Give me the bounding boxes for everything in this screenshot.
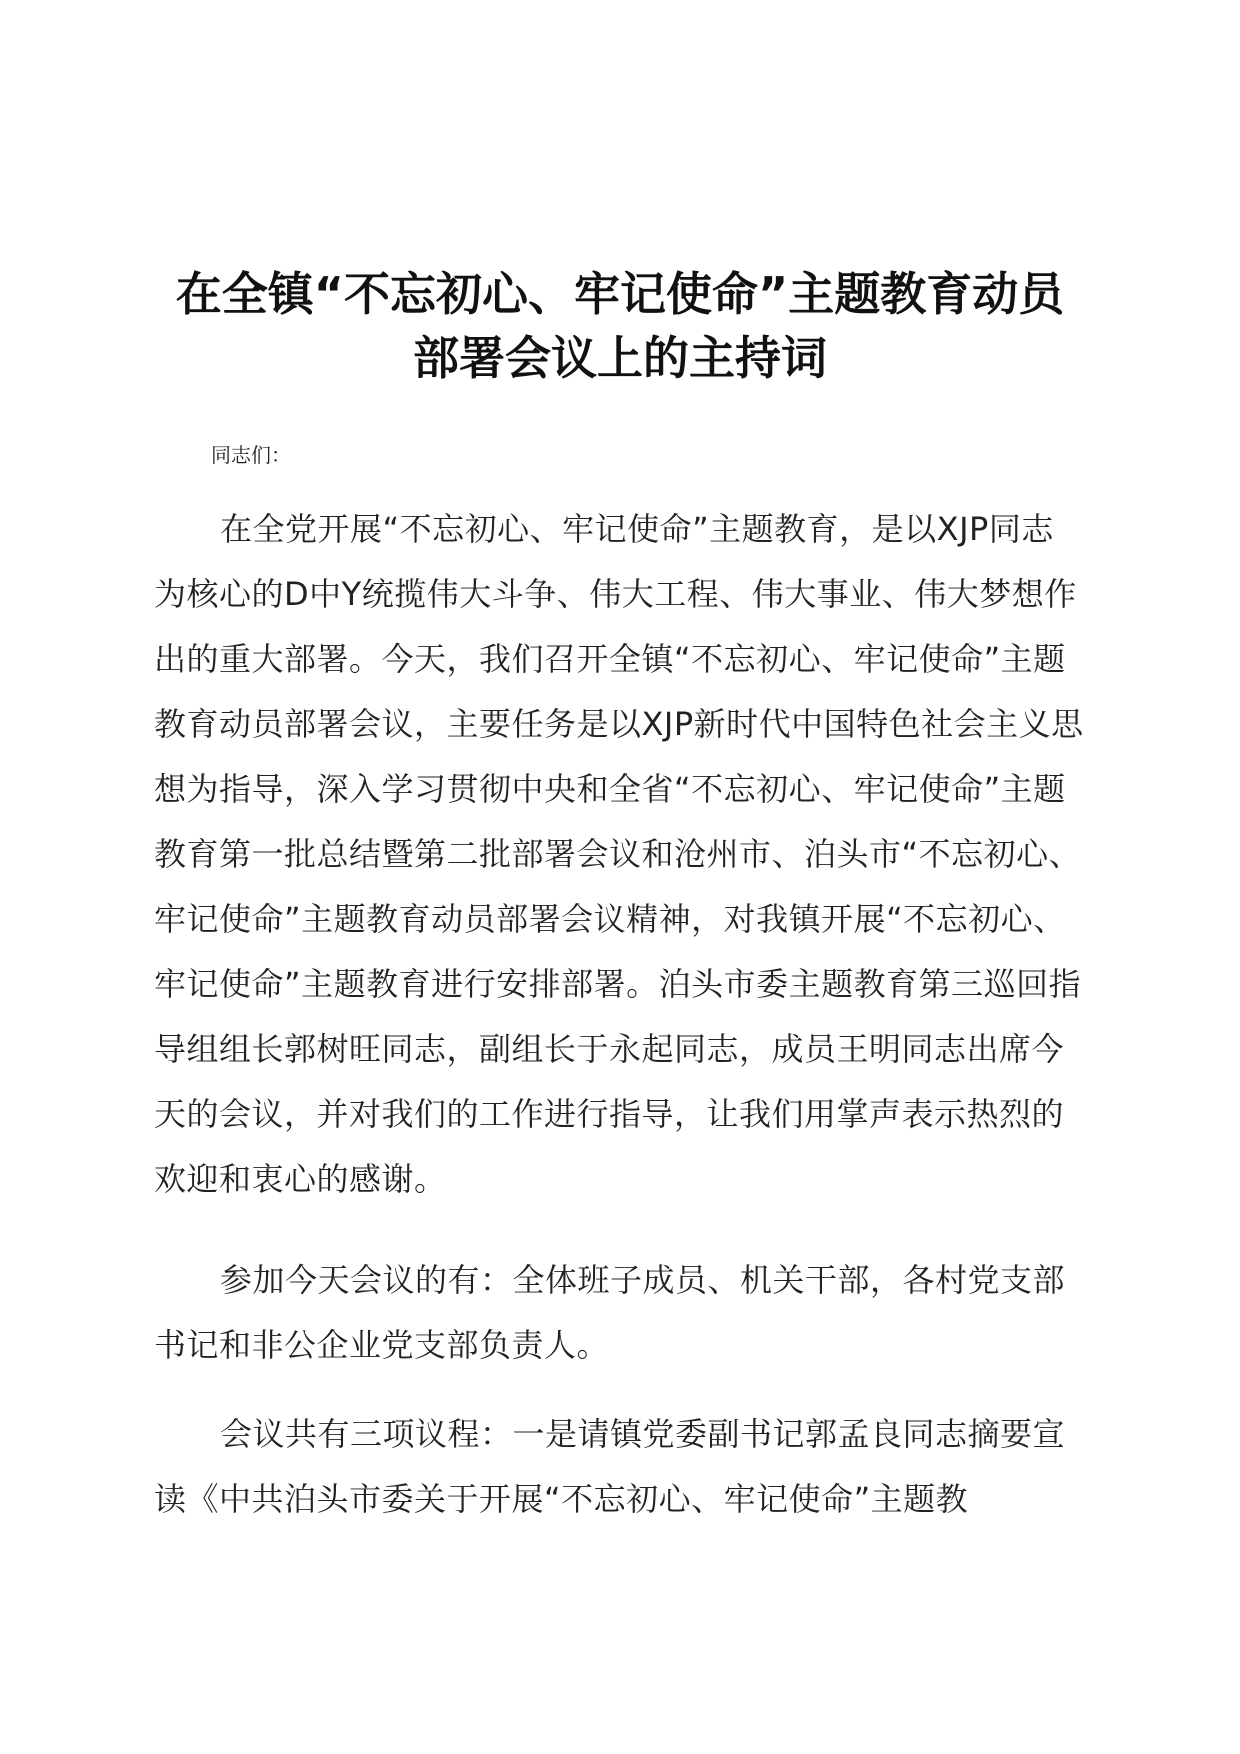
body-paragraph-3: 会议共有三项议程：一是请镇党委副书记郭孟良同志摘要宣读《中共泊头市委关于开展“不忘初心、牢记使命”主题教 — [154, 1415, 1066, 1518]
document-title-line-2: 部署会议上的主持词 — [413, 331, 827, 385]
body-paragraph-2: 参加今天会议的有：全体班子成员、机关干部，各村党支部书记和非公企业党支部负责人。 — [154, 1261, 1066, 1364]
body-paragraph-1: 在全党开展“不忘初心、牢记使命”主题教育，是以XJP同志为核心的D中Y统揽伟大斗争、伟大工程、伟大事业、伟大梦想作出的重大部署。今天，我们召开全镇“不忘初心、牢记使命”主题教育动员部署会议，主要任务是以XJP新时代中国特色社会主义思想为指导，深入学习贯彻中央和全省“不忘初心、牢记使命”主题教育第一批总结暨第二批部署会议和沧州市、泊头市“不忘初心、牢记使命”主题教育动员部署会议精神，对我镇开展“不忘初心、牢记使命”主题教育进行安排部署。泊头市委主题教育第三巡回指导组组长郭树旺同志，副组长于永起同志，成员王明同志出席今天的会议，并对我们的工作进行指导，让我们用掌声表示热烈的欢迎和衷心的感谢。 — [154, 510, 1084, 1198]
document-title-line-1: 在全镇“不忘初心、牢记使命”主题教育动员 — [175, 267, 1065, 321]
salutation: 同志们： — [211, 443, 291, 467]
